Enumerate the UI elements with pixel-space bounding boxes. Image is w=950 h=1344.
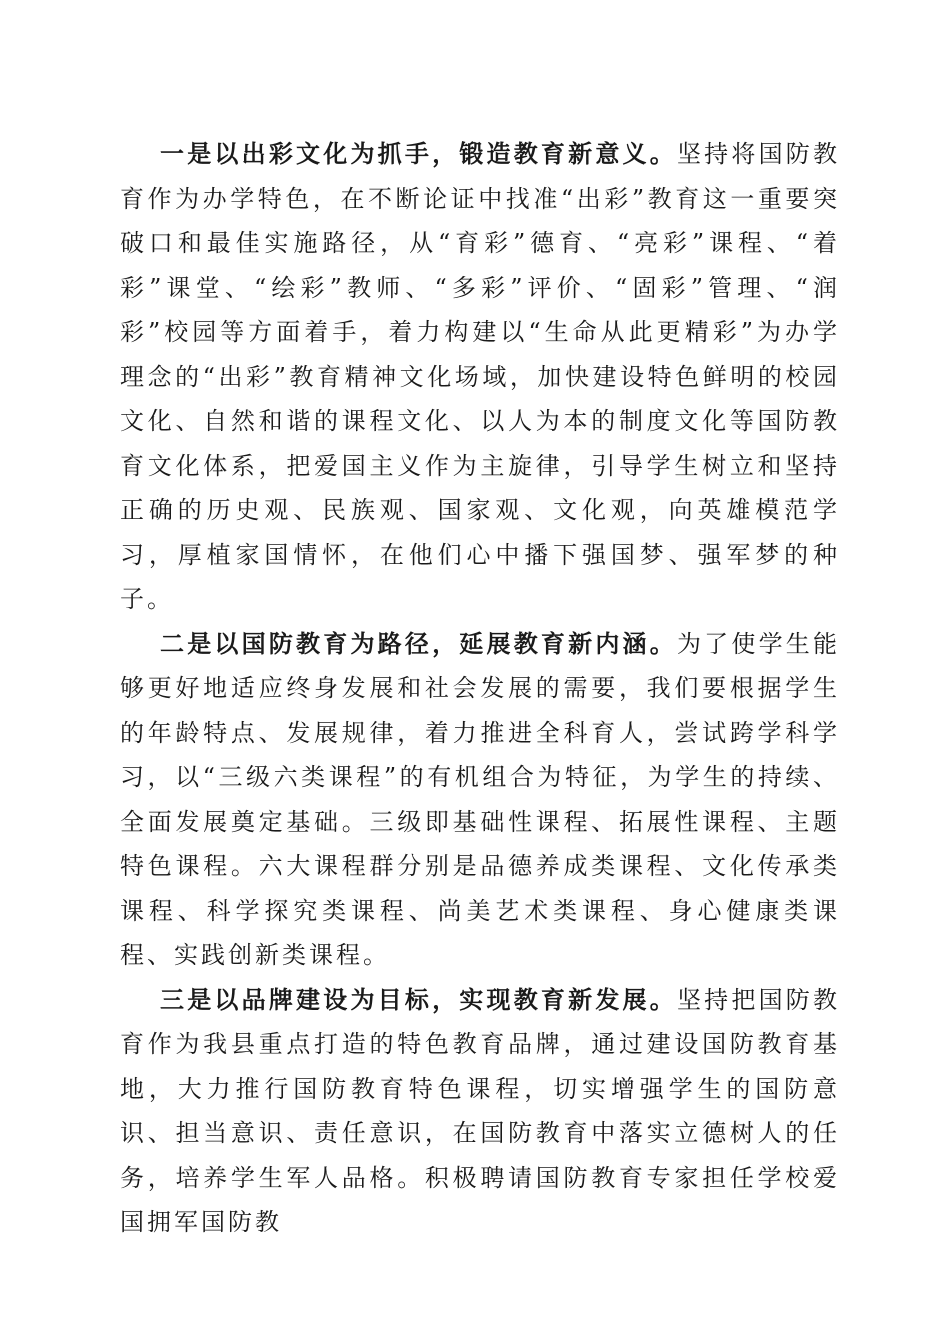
paragraph-culture xyxy=(120,132,840,622)
paragraph-body: 坚持将国防教育作为办学特色，在不断论证中找准“出彩”教育这一重要突破口和最佳实施路径，从“育彩”德育、“亮彩”课程、“着彩”课堂、“绘彩”教师、“多彩”评价、“固彩”管理、“润彩”校园等方面着手，着力构建以“生命从此更精彩”为办学理念的“出彩”教育精神文化场域，加快建设特色鲜明的校园文化、自然和谐的课程文化、以人为本的制度文化等国防教育文化体系，把爱国主义作为主旋律，引导学生树立和坚持正确的历史观、民族观、国家观、文化观，向英雄模范学习，厚植家国情怀，在他们心中播下强国梦、强军梦的种子。 xyxy=(120,140,841,613)
document-page xyxy=(120,132,840,1245)
paragraph-defense-education xyxy=(120,622,840,978)
paragraph-heading: 一是以出彩文化为抓手，锻造教育新意义。 xyxy=(160,139,677,168)
paragraph-brand-building xyxy=(120,978,840,1245)
paragraph-heading: 三是以品牌建设为目标，实现教育新发展。 xyxy=(160,984,677,1014)
paragraph-body: 为了使学生能够更好地适应终身发展和社会发展的需要，我们要根据学生的年龄特点、发展规律，着力推进全科育人，尝试跨学科学习，以“三级六类课程”的有机组合为特征，为学生的持续、全面发展奠定基础。三级即基础性课程、拓展性课程、主题特色课程。六大课程群分别是品德养成类课程、文化传承类课程、科学探究类课程、尚美艺术类课程、身心健康类课程、实践创新类课程。 xyxy=(120,629,841,969)
paragraph-heading: 二是以国防教育为路径，延展教育新内涵。 xyxy=(160,628,677,658)
paragraph-body: 坚持把国防教育作为我县重点打造的特色教育品牌，通过建设国防教育基地，大力推行国防教育特色课程，切实增强学生的国防意识、担当意识、责任意识，在国防教育中落实立德树人的任务，培养学生军人品格。积极聘请国防教育专家担任学校爱国拥军国防教 xyxy=(120,985,841,1236)
